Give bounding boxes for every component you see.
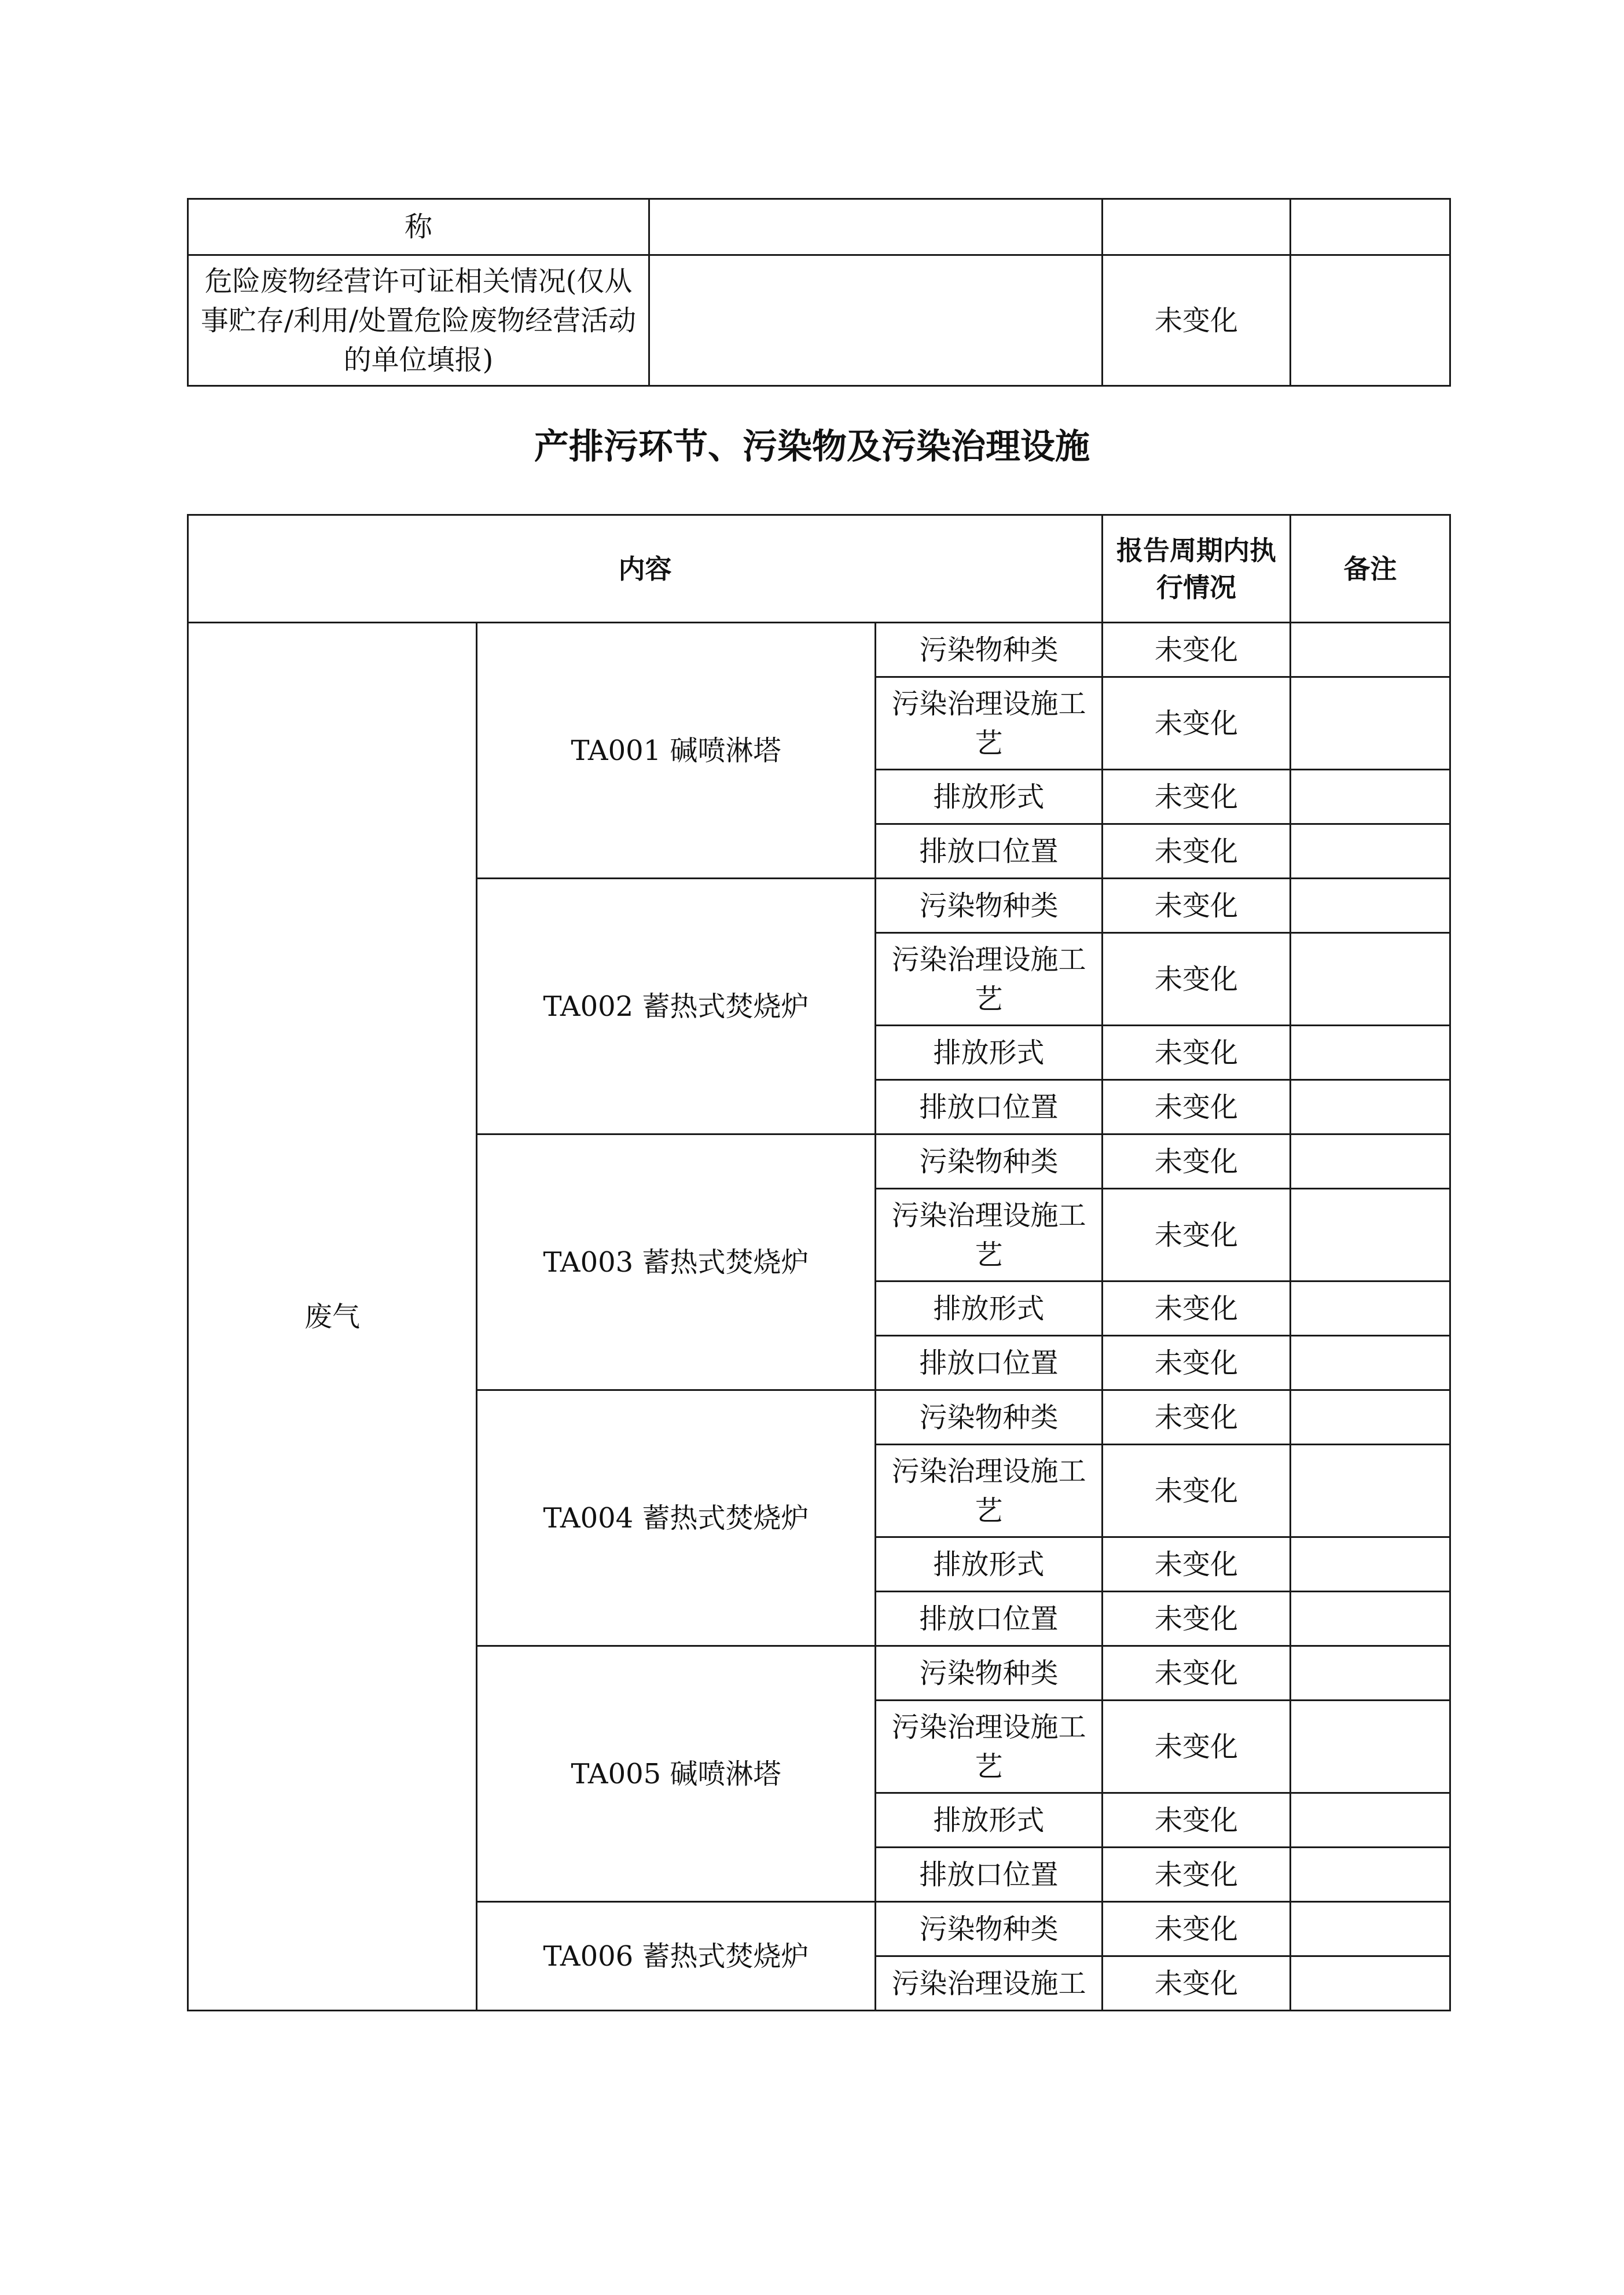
- facility-name: TA001 碱喷淋塔: [477, 623, 876, 879]
- row-note: [1291, 255, 1450, 386]
- item-status: 未变化: [1103, 1537, 1291, 1592]
- item-label: 污染治理设施工艺: [876, 1189, 1103, 1281]
- item-status: 未变化: [1103, 1336, 1291, 1390]
- row-label: 危险废物经营许可证相关情况(仅从事贮存/利用/处置危险废物经营活动的单位填报): [188, 255, 649, 386]
- item-note: [1291, 879, 1450, 933]
- item-note: [1291, 1956, 1450, 2011]
- item-label: 排放口位置: [876, 1080, 1103, 1134]
- item-label: 排放形式: [876, 1281, 1103, 1336]
- item-note: [1291, 933, 1450, 1026]
- row-status: 未变化: [1103, 255, 1291, 386]
- category-cell: 废气: [188, 623, 477, 2011]
- item-status: 未变化: [1103, 1390, 1291, 1445]
- item-label: 污染治理设施工: [876, 1956, 1103, 2011]
- item-label: 排放口位置: [876, 824, 1103, 879]
- row-status: [1103, 199, 1291, 255]
- item-note: [1291, 677, 1450, 770]
- item-note: [1291, 1080, 1450, 1134]
- item-status: 未变化: [1103, 1701, 1291, 1793]
- item-note: [1291, 1445, 1450, 1537]
- item-note: [1291, 1537, 1450, 1592]
- item-label: 排放形式: [876, 1793, 1103, 1848]
- item-label: 污染物种类: [876, 1646, 1103, 1701]
- item-note: [1291, 1793, 1450, 1848]
- item-label: 排放形式: [876, 1537, 1103, 1592]
- item-note: [1291, 770, 1450, 824]
- header-note: 备注: [1291, 515, 1450, 623]
- item-note: [1291, 1026, 1450, 1080]
- item-label: 排放形式: [876, 1026, 1103, 1080]
- item-status: 未变化: [1103, 1026, 1291, 1080]
- item-status: 未变化: [1103, 1080, 1291, 1134]
- row-value: [649, 255, 1103, 386]
- section-title: 产排污环节、污染物及污染治理设施: [534, 427, 1090, 467]
- item-note: [1291, 1189, 1450, 1281]
- pollution-facilities-table: [187, 514, 1451, 2011]
- facility-name: TA003 蓄热式焚烧炉: [477, 1134, 876, 1390]
- item-status: 未变化: [1103, 1902, 1291, 1956]
- table-row: [188, 255, 1450, 386]
- item-note: [1291, 1701, 1450, 1793]
- table-row: [188, 199, 1450, 255]
- facility-name: TA004 蓄热式焚烧炉: [477, 1390, 876, 1646]
- item-note: [1291, 1592, 1450, 1646]
- item-status: 未变化: [1103, 1848, 1291, 1902]
- item-label: 排放口位置: [876, 1592, 1103, 1646]
- item-label: 排放口位置: [876, 1848, 1103, 1902]
- item-status: 未变化: [1103, 933, 1291, 1026]
- item-note: [1291, 1336, 1450, 1390]
- item-label: 污染物种类: [876, 879, 1103, 933]
- item-label: 污染治理设施工艺: [876, 1701, 1103, 1793]
- item-status: 未变化: [1103, 879, 1291, 933]
- item-status: 未变化: [1103, 1134, 1291, 1189]
- item-label: 污染治理设施工艺: [876, 677, 1103, 770]
- item-status: 未变化: [1103, 1646, 1291, 1701]
- row-value: [649, 199, 1103, 255]
- item-note: [1291, 1646, 1450, 1701]
- item-status: 未变化: [1103, 1281, 1291, 1336]
- item-status: 未变化: [1103, 1793, 1291, 1848]
- item-note: [1291, 623, 1450, 677]
- header-status: 报告周期内执行情况: [1103, 515, 1291, 623]
- item-status: 未变化: [1103, 1445, 1291, 1537]
- item-note: [1291, 1848, 1450, 1902]
- table-row: [188, 623, 1450, 677]
- item-status: 未变化: [1103, 1956, 1291, 2011]
- item-note: [1291, 1390, 1450, 1445]
- row-note: [1291, 199, 1450, 255]
- facility-name: TA006 蓄热式焚烧炉: [477, 1902, 876, 2011]
- item-label: 排放口位置: [876, 1336, 1103, 1390]
- item-note: [1291, 1281, 1450, 1336]
- header-content: 内容: [188, 515, 1103, 623]
- item-status: 未变化: [1103, 677, 1291, 770]
- item-status: 未变化: [1103, 770, 1291, 824]
- facility-name: TA005 碱喷淋塔: [477, 1646, 876, 1902]
- item-label: 污染物种类: [876, 1134, 1103, 1189]
- continued-info-table: [187, 198, 1451, 387]
- header-row: [188, 515, 1450, 623]
- item-note: [1291, 1902, 1450, 1956]
- item-label: 污染物种类: [876, 1390, 1103, 1445]
- item-label: 污染物种类: [876, 1902, 1103, 1956]
- row-label: 称: [188, 199, 649, 255]
- facility-name: TA002 蓄热式焚烧炉: [477, 879, 876, 1134]
- item-status: 未变化: [1103, 1592, 1291, 1646]
- item-status: 未变化: [1103, 623, 1291, 677]
- item-label: 污染物种类: [876, 623, 1103, 677]
- item-label: 排放形式: [876, 770, 1103, 824]
- item-note: [1291, 824, 1450, 879]
- item-status: 未变化: [1103, 1189, 1291, 1281]
- item-status: 未变化: [1103, 824, 1291, 879]
- item-label: 污染治理设施工艺: [876, 1445, 1103, 1537]
- item-note: [1291, 1134, 1450, 1189]
- item-label: 污染治理设施工艺: [876, 933, 1103, 1026]
